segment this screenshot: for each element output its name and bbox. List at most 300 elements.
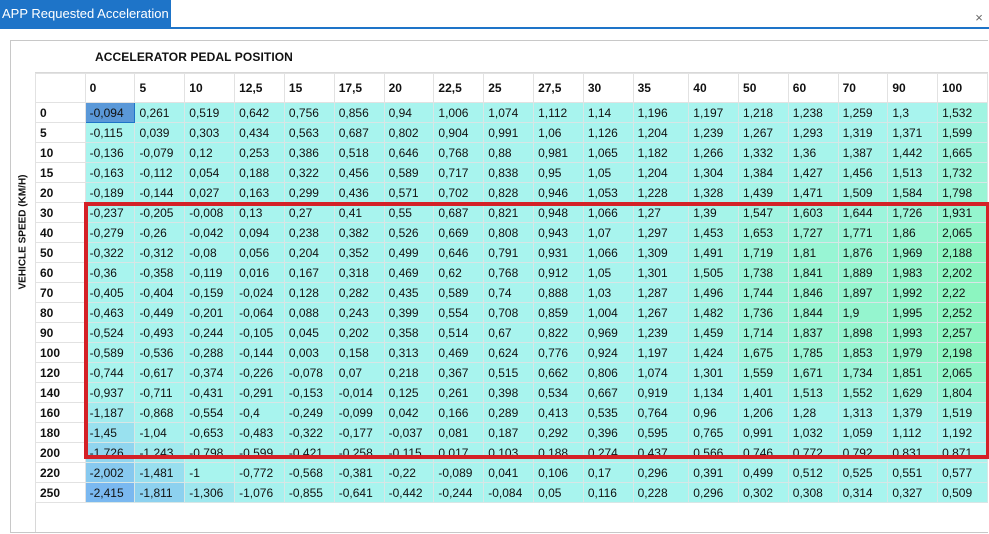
table-cell[interactable]: 1,931 — [938, 203, 988, 223]
table-cell[interactable]: 0,204 — [284, 243, 334, 263]
table-cell[interactable]: 1,28 — [788, 403, 838, 423]
table-cell[interactable]: 0,55 — [384, 203, 434, 223]
table-cell[interactable]: 0,94 — [384, 103, 434, 123]
table-cell[interactable]: 1,319 — [838, 123, 888, 143]
table-cell[interactable]: 2,065 — [938, 363, 988, 383]
column-header[interactable]: 25 — [484, 74, 534, 103]
table-cell[interactable]: 0,702 — [434, 183, 484, 203]
table-cell[interactable]: 2,252 — [938, 303, 988, 323]
row-header[interactable]: 0 — [36, 103, 86, 123]
table-cell[interactable]: 0,802 — [384, 123, 434, 143]
table-cell[interactable]: -2,002 — [85, 463, 135, 483]
table-cell[interactable]: 1,726 — [888, 203, 938, 223]
table-cell[interactable]: 0,768 — [434, 143, 484, 163]
table-cell[interactable]: -0,112 — [135, 163, 185, 183]
table-cell[interactable]: 1,006 — [434, 103, 484, 123]
table-cell[interactable]: -0,089 — [434, 463, 484, 483]
table-cell[interactable]: -0,554 — [185, 403, 235, 423]
table-cell[interactable]: 0,469 — [384, 263, 434, 283]
table-cell[interactable]: 0,202 — [334, 323, 384, 343]
table-cell[interactable]: 0,518 — [334, 143, 384, 163]
table-cell[interactable]: 1,182 — [633, 143, 689, 163]
table-cell[interactable]: 1,371 — [888, 123, 938, 143]
table-cell[interactable]: 0,859 — [534, 303, 584, 323]
table-cell[interactable]: -0,014 — [334, 383, 384, 403]
table-cell[interactable]: 0,577 — [938, 463, 988, 483]
table-cell[interactable]: 1,259 — [838, 103, 888, 123]
table-cell[interactable]: -0,653 — [185, 423, 235, 443]
table-cell[interactable]: -1 — [185, 463, 235, 483]
table-cell[interactable]: 1,897 — [838, 283, 888, 303]
table-cell[interactable]: 0,667 — [583, 383, 633, 403]
table-cell[interactable]: -0,105 — [235, 323, 285, 343]
table-cell[interactable]: 1,547 — [739, 203, 789, 223]
table-cell[interactable]: 0,27 — [284, 203, 334, 223]
table-cell[interactable]: 1,065 — [583, 143, 633, 163]
table-cell[interactable]: 0,308 — [788, 483, 838, 503]
table-cell[interactable]: -0,042 — [185, 223, 235, 243]
table-cell[interactable]: 0,158 — [334, 343, 384, 363]
table-cell[interactable]: 0,435 — [384, 283, 434, 303]
table-cell[interactable]: 0,243 — [334, 303, 384, 323]
table-cell[interactable]: 0,303 — [185, 123, 235, 143]
table-cell[interactable]: 0,289 — [484, 403, 534, 423]
table-cell[interactable]: 0,551 — [888, 463, 938, 483]
table-cell[interactable]: 1,513 — [788, 383, 838, 403]
table-cell[interactable]: 1,197 — [633, 343, 689, 363]
table-cell[interactable]: 0,499 — [739, 463, 789, 483]
table-cell[interactable]: 2,198 — [938, 343, 988, 363]
table-cell[interactable]: -1,243 — [135, 443, 185, 463]
table-cell[interactable]: 0,434 — [235, 123, 285, 143]
column-header[interactable]: 60 — [788, 74, 838, 103]
row-header[interactable]: 140 — [36, 383, 86, 403]
table-cell[interactable]: 1,267 — [739, 123, 789, 143]
table-cell[interactable]: 0,946 — [534, 183, 584, 203]
table-cell[interactable]: 1,332 — [739, 143, 789, 163]
table-cell[interactable]: -0,099 — [334, 403, 384, 423]
table-cell[interactable]: 1,491 — [689, 243, 739, 263]
table-cell[interactable]: -0,189 — [85, 183, 135, 203]
table-cell[interactable]: 1,81 — [788, 243, 838, 263]
table-cell[interactable]: 2,188 — [938, 243, 988, 263]
table-cell[interactable]: 0,646 — [434, 243, 484, 263]
table-cell[interactable]: 0,534 — [534, 383, 584, 403]
table-cell[interactable]: 0,519 — [185, 103, 235, 123]
table-cell[interactable]: 0,991 — [484, 123, 534, 143]
table-cell[interactable]: -0,374 — [185, 363, 235, 383]
table-cell[interactable]: 0,302 — [739, 483, 789, 503]
table-cell[interactable]: 1,066 — [583, 243, 633, 263]
column-header[interactable]: 10 — [185, 74, 235, 103]
table-cell[interactable]: -0,159 — [185, 283, 235, 303]
table-cell[interactable]: 0,054 — [185, 163, 235, 183]
table-cell[interactable]: 0,469 — [434, 343, 484, 363]
table-cell[interactable]: 1,734 — [838, 363, 888, 383]
table-cell[interactable]: 1,995 — [888, 303, 938, 323]
table-cell[interactable]: 0,764 — [633, 403, 689, 423]
table-cell[interactable]: 0,871 — [938, 443, 988, 463]
table-cell[interactable]: 0,358 — [384, 323, 434, 343]
table-cell[interactable]: 1,898 — [838, 323, 888, 343]
table-cell[interactable]: -0,205 — [135, 203, 185, 223]
table-cell[interactable]: 1,05 — [583, 163, 633, 183]
table-cell[interactable]: 1,804 — [938, 383, 988, 403]
table-cell[interactable]: 1,513 — [888, 163, 938, 183]
table-cell[interactable]: 0,188 — [235, 163, 285, 183]
table-cell[interactable]: 0,016 — [235, 263, 285, 283]
row-header[interactable]: 20 — [36, 183, 86, 203]
table-cell[interactable]: -0,798 — [185, 443, 235, 463]
table-cell[interactable]: 0,396 — [583, 423, 633, 443]
table-cell[interactable]: -0,711 — [135, 383, 185, 403]
table-cell[interactable]: -0,244 — [185, 323, 235, 343]
table-cell[interactable]: -0,599 — [235, 443, 285, 463]
table-cell[interactable]: 1,736 — [739, 303, 789, 323]
table-cell[interactable]: 1,453 — [689, 223, 739, 243]
table-cell[interactable]: 0,662 — [534, 363, 584, 383]
table-cell[interactable]: 1,671 — [788, 363, 838, 383]
table-cell[interactable]: 2,202 — [938, 263, 988, 283]
table-cell[interactable]: 1,297 — [633, 223, 689, 243]
table-cell[interactable]: 1,218 — [739, 103, 789, 123]
table-cell[interactable]: 0,128 — [284, 283, 334, 303]
table-cell[interactable]: 0,526 — [384, 223, 434, 243]
table-cell[interactable]: 0,687 — [434, 203, 484, 223]
table-cell[interactable]: 1,552 — [838, 383, 888, 403]
row-header[interactable]: 120 — [36, 363, 86, 383]
table-cell[interactable]: 0,05 — [534, 483, 584, 503]
table-cell[interactable]: -0,291 — [235, 383, 285, 403]
table-cell[interactable]: -0,358 — [135, 263, 185, 283]
table-cell[interactable]: 0,322 — [284, 163, 334, 183]
table-cell[interactable]: -0,226 — [235, 363, 285, 383]
table-cell[interactable]: 1,427 — [788, 163, 838, 183]
table-cell[interactable]: 1,519 — [938, 403, 988, 423]
table-cell[interactable]: 0,103 — [484, 443, 534, 463]
table-cell[interactable]: 0,919 — [633, 383, 689, 403]
table-cell[interactable]: 1,851 — [888, 363, 938, 383]
table-cell[interactable]: -0,322 — [85, 243, 135, 263]
table-cell[interactable]: 0,318 — [334, 263, 384, 283]
row-header[interactable]: 70 — [36, 283, 86, 303]
row-header[interactable]: 10 — [36, 143, 86, 163]
row-header[interactable]: 40 — [36, 223, 86, 243]
table-cell[interactable]: 1,112 — [534, 103, 584, 123]
table-cell[interactable]: 0,386 — [284, 143, 334, 163]
table-cell[interactable]: 1,719 — [739, 243, 789, 263]
table-cell[interactable]: -0,288 — [185, 343, 235, 363]
table-cell[interactable]: 0,017 — [434, 443, 484, 463]
column-header[interactable]: 70 — [838, 74, 888, 103]
table-cell[interactable]: 0,717 — [434, 163, 484, 183]
table-cell[interactable]: 0,88 — [484, 143, 534, 163]
table-cell[interactable]: 1,992 — [888, 283, 938, 303]
table-cell[interactable]: 0,056 — [235, 243, 285, 263]
table-cell[interactable]: 1,07 — [583, 223, 633, 243]
table-cell[interactable]: -0,772 — [235, 463, 285, 483]
column-header[interactable]: 30 — [583, 74, 633, 103]
table-cell[interactable]: 1,204 — [633, 163, 689, 183]
table-cell[interactable]: 0,924 — [583, 343, 633, 363]
table-cell[interactable]: 0,67 — [484, 323, 534, 343]
table-cell[interactable]: 0,313 — [384, 343, 434, 363]
table-cell[interactable]: 1,032 — [788, 423, 838, 443]
table-cell[interactable]: 1,192 — [938, 423, 988, 443]
table-cell[interactable]: 1,471 — [788, 183, 838, 203]
table-cell[interactable]: 0,571 — [384, 183, 434, 203]
table-cell[interactable]: -0,568 — [284, 463, 334, 483]
column-header[interactable]: 100 — [938, 74, 988, 103]
table-cell[interactable]: 0,888 — [534, 283, 584, 303]
table-cell[interactable]: 1,03 — [583, 283, 633, 303]
table-cell[interactable]: 0,413 — [534, 403, 584, 423]
table-cell[interactable]: 1,771 — [838, 223, 888, 243]
table-cell[interactable]: 1,876 — [838, 243, 888, 263]
table-cell[interactable]: 0,382 — [334, 223, 384, 243]
tab-app-requested-acceleration[interactable]: APP Requested Acceleration - 4 — [0, 0, 171, 27]
row-header[interactable]: 30 — [36, 203, 86, 223]
table-cell[interactable]: -0,115 — [384, 443, 434, 463]
table-cell[interactable]: 0,95 — [534, 163, 584, 183]
row-header[interactable]: 180 — [36, 423, 86, 443]
table-cell[interactable]: 0,642 — [235, 103, 285, 123]
table-cell[interactable]: 0,188 — [534, 443, 584, 463]
table-cell[interactable]: -0,855 — [284, 483, 334, 503]
table-cell[interactable]: 0,74 — [484, 283, 534, 303]
table-cell[interactable]: 0,912 — [534, 263, 584, 283]
close-icon[interactable]: × — [975, 10, 983, 25]
table-cell[interactable]: 1,969 — [888, 243, 938, 263]
table-cell[interactable]: 1,05 — [583, 263, 633, 283]
table-cell[interactable]: 1,401 — [739, 383, 789, 403]
table-cell[interactable]: 1,459 — [689, 323, 739, 343]
row-header[interactable]: 220 — [36, 463, 86, 483]
table-cell[interactable]: 0,12 — [185, 143, 235, 163]
table-cell[interactable]: 0,282 — [334, 283, 384, 303]
table-cell[interactable]: -0,421 — [284, 443, 334, 463]
table-cell[interactable]: -0,536 — [135, 343, 185, 363]
table-cell[interactable]: -0,641 — [334, 483, 384, 503]
table-cell[interactable]: 1,309 — [633, 243, 689, 263]
table-cell[interactable]: -0,144 — [135, 183, 185, 203]
column-header[interactable]: 27,5 — [534, 74, 584, 103]
table-cell[interactable]: 1,732 — [938, 163, 988, 183]
table-cell[interactable]: 0,299 — [284, 183, 334, 203]
table-cell[interactable]: -0,449 — [135, 303, 185, 323]
table-cell[interactable]: 1,744 — [739, 283, 789, 303]
table-cell[interactable]: 0,831 — [888, 443, 938, 463]
table-cell[interactable]: 0,261 — [434, 383, 484, 403]
table-cell[interactable]: -0,442 — [384, 483, 434, 503]
table-cell[interactable]: 1,059 — [838, 423, 888, 443]
table-cell[interactable]: 1,983 — [888, 263, 938, 283]
table-cell[interactable]: -0,084 — [484, 483, 534, 503]
table-cell[interactable]: -0,119 — [185, 263, 235, 283]
table-cell[interactable]: 2,22 — [938, 283, 988, 303]
table-cell[interactable]: -0,177 — [334, 423, 384, 443]
table-cell[interactable]: -0,617 — [135, 363, 185, 383]
table-cell[interactable]: 0,931 — [534, 243, 584, 263]
table-cell[interactable]: 0,822 — [534, 323, 584, 343]
table-cell[interactable]: 1,785 — [788, 343, 838, 363]
column-header[interactable]: 17,5 — [334, 74, 384, 103]
table-cell[interactable]: 1,738 — [739, 263, 789, 283]
table-cell[interactable]: 1,112 — [888, 423, 938, 443]
table-cell[interactable]: 0,187 — [484, 423, 534, 443]
table-cell[interactable]: -0,201 — [185, 303, 235, 323]
table-cell[interactable]: 0,437 — [633, 443, 689, 463]
table-cell[interactable]: 1,439 — [739, 183, 789, 203]
table-cell[interactable]: 1,196 — [633, 103, 689, 123]
table-cell[interactable]: 0,045 — [284, 323, 334, 343]
table-cell[interactable]: -0,136 — [85, 143, 135, 163]
table-cell[interactable]: -1,076 — [235, 483, 285, 503]
table-cell[interactable]: -0,404 — [135, 283, 185, 303]
table-cell[interactable]: 0,499 — [384, 243, 434, 263]
table-cell[interactable]: 1,496 — [689, 283, 739, 303]
table-cell[interactable]: 1,313 — [838, 403, 888, 423]
table-cell[interactable]: 1,387 — [838, 143, 888, 163]
table-cell[interactable]: 0,768 — [484, 263, 534, 283]
row-header[interactable]: 50 — [36, 243, 86, 263]
table-cell[interactable]: -0,037 — [384, 423, 434, 443]
table-cell[interactable]: 0,274 — [583, 443, 633, 463]
table-cell[interactable]: 1,629 — [888, 383, 938, 403]
table-cell[interactable]: -0,381 — [334, 463, 384, 483]
table-cell[interactable]: 0,821 — [484, 203, 534, 223]
table-cell[interactable]: 1,644 — [838, 203, 888, 223]
table-cell[interactable]: 0,41 — [334, 203, 384, 223]
table-cell[interactable]: 1,889 — [838, 263, 888, 283]
table-cell[interactable]: 1,653 — [739, 223, 789, 243]
table-cell[interactable]: 1,482 — [689, 303, 739, 323]
table-cell[interactable]: 0,167 — [284, 263, 334, 283]
table-cell[interactable]: 0,261 — [135, 103, 185, 123]
table-cell[interactable]: 1,844 — [788, 303, 838, 323]
table-cell[interactable]: 1,442 — [888, 143, 938, 163]
table-cell[interactable]: -0,244 — [434, 483, 484, 503]
table-cell[interactable]: 1,846 — [788, 283, 838, 303]
table-cell[interactable]: 0,756 — [284, 103, 334, 123]
table-cell[interactable]: 0,646 — [384, 143, 434, 163]
table-cell[interactable]: 0,436 — [334, 183, 384, 203]
table-cell[interactable]: 0,292 — [534, 423, 584, 443]
table-cell[interactable]: 1,532 — [938, 103, 988, 123]
column-header[interactable]: 50 — [739, 74, 789, 103]
table-cell[interactable]: 0,792 — [838, 443, 888, 463]
table-cell[interactable]: 1,837 — [788, 323, 838, 343]
table-cell[interactable]: 0,904 — [434, 123, 484, 143]
table-cell[interactable]: -2,415 — [85, 483, 135, 503]
table-cell[interactable]: -0,024 — [235, 283, 285, 303]
table-cell[interactable]: -1,726 — [85, 443, 135, 463]
row-header[interactable]: 15 — [36, 163, 86, 183]
table-cell[interactable]: 0,166 — [434, 403, 484, 423]
table-cell[interactable]: 1,14 — [583, 103, 633, 123]
table-cell[interactable]: 0,554 — [434, 303, 484, 323]
table-cell[interactable]: 0,808 — [484, 223, 534, 243]
table-cell[interactable]: 1,714 — [739, 323, 789, 343]
column-header[interactable]: 0 — [85, 74, 135, 103]
table-cell[interactable]: 1,505 — [689, 263, 739, 283]
table-cell[interactable]: -0,163 — [85, 163, 135, 183]
table-cell[interactable]: 0,027 — [185, 183, 235, 203]
table-cell[interactable]: 0,981 — [534, 143, 584, 163]
table-cell[interactable]: 1,239 — [689, 123, 739, 143]
table-cell[interactable]: 0,327 — [888, 483, 938, 503]
table-cell[interactable]: -0,483 — [235, 423, 285, 443]
table-cell[interactable]: 0,948 — [534, 203, 584, 223]
table-cell[interactable]: 1,126 — [583, 123, 633, 143]
table-cell[interactable]: 0,791 — [484, 243, 534, 263]
table-cell[interactable]: 0,838 — [484, 163, 534, 183]
table-cell[interactable]: 0,116 — [583, 483, 633, 503]
table-cell[interactable]: 1,727 — [788, 223, 838, 243]
table-cell[interactable]: 0,943 — [534, 223, 584, 243]
table-cell[interactable]: 1,853 — [838, 343, 888, 363]
table-cell[interactable]: 0,17 — [583, 463, 633, 483]
table-cell[interactable]: -0,463 — [85, 303, 135, 323]
table-cell[interactable]: 1,266 — [689, 143, 739, 163]
table-cell[interactable]: -0,064 — [235, 303, 285, 323]
table-cell[interactable]: -0,4 — [235, 403, 285, 423]
table-cell[interactable]: 1,301 — [633, 263, 689, 283]
table-cell[interactable]: 1,456 — [838, 163, 888, 183]
table-cell[interactable]: 0,253 — [235, 143, 285, 163]
row-header[interactable]: 60 — [36, 263, 86, 283]
table-cell[interactable]: 1,239 — [633, 323, 689, 343]
table-cell[interactable]: 0,969 — [583, 323, 633, 343]
table-cell[interactable]: -0,22 — [384, 463, 434, 483]
table-cell[interactable]: -0,094 — [85, 103, 135, 123]
table-cell[interactable]: 0,398 — [484, 383, 534, 403]
table-cell[interactable]: 1,301 — [689, 363, 739, 383]
table-cell[interactable]: -0,431 — [185, 383, 235, 403]
table-cell[interactable]: 0,589 — [384, 163, 434, 183]
table-cell[interactable]: 1,39 — [689, 203, 739, 223]
table-cell[interactable]: 0,228 — [633, 483, 689, 503]
table-cell[interactable]: -0,144 — [235, 343, 285, 363]
table-cell[interactable]: 0,991 — [739, 423, 789, 443]
table-cell[interactable]: -0,08 — [185, 243, 235, 263]
table-cell[interactable]: 0,525 — [838, 463, 888, 483]
table-cell[interactable]: -0,078 — [284, 363, 334, 383]
table-cell[interactable]: 0,13 — [235, 203, 285, 223]
table-cell[interactable]: 0,391 — [689, 463, 739, 483]
table-cell[interactable]: 1,228 — [633, 183, 689, 203]
table-cell[interactable]: 1,798 — [938, 183, 988, 203]
table-cell[interactable]: 0,094 — [235, 223, 285, 243]
table-cell[interactable]: -0,589 — [85, 343, 135, 363]
table-cell[interactable]: 1,599 — [938, 123, 988, 143]
table-cell[interactable]: -1,306 — [185, 483, 235, 503]
table-cell[interactable]: -0,115 — [85, 123, 135, 143]
table-cell[interactable]: -0,937 — [85, 383, 135, 403]
table-cell[interactable]: 0,776 — [534, 343, 584, 363]
table-cell[interactable]: 1,06 — [534, 123, 584, 143]
table-cell[interactable]: 0,367 — [434, 363, 484, 383]
table-cell[interactable]: 1,3 — [888, 103, 938, 123]
table-cell[interactable]: -1,187 — [85, 403, 135, 423]
table-cell[interactable]: 0,806 — [583, 363, 633, 383]
table-cell[interactable]: 1,379 — [888, 403, 938, 423]
table-cell[interactable]: -0,249 — [284, 403, 334, 423]
table-cell[interactable]: 1,559 — [739, 363, 789, 383]
row-header[interactable]: 250 — [36, 483, 86, 503]
table-cell[interactable]: 0,828 — [484, 183, 534, 203]
column-header[interactable]: 22,5 — [434, 74, 484, 103]
